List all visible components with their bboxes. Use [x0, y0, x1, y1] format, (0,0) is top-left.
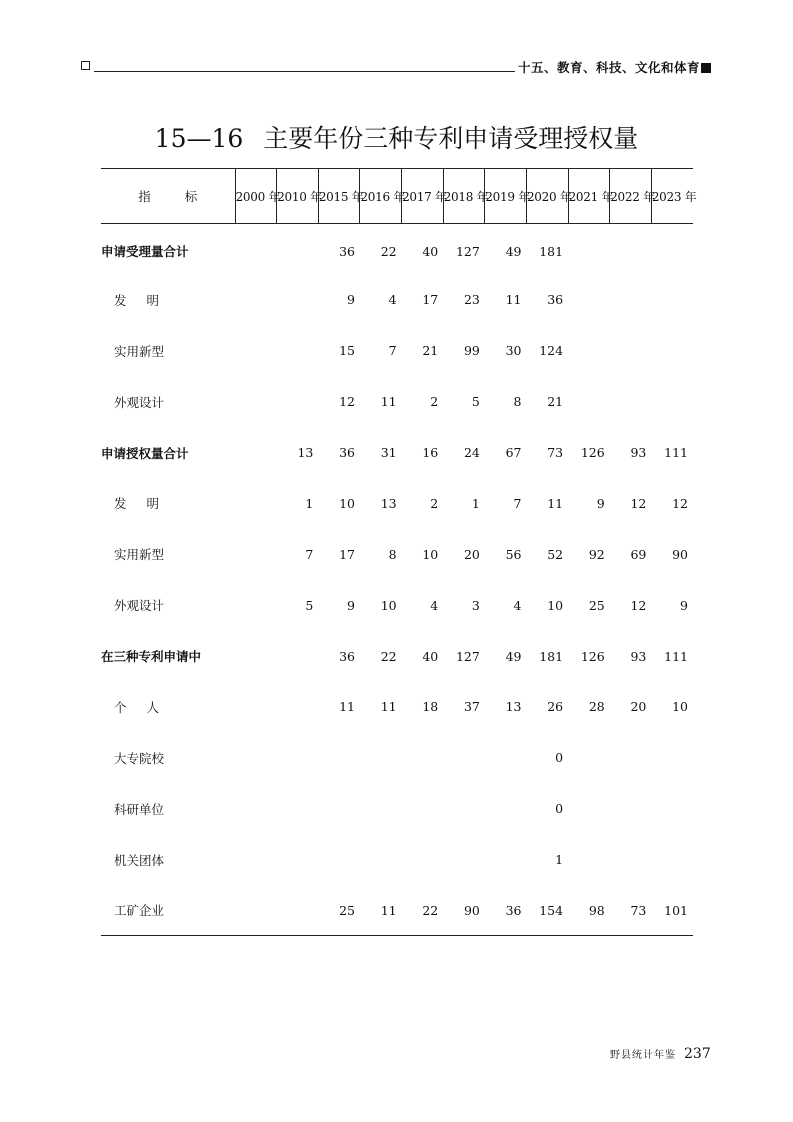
table-cell [568, 783, 610, 834]
table-cell: 18 [422, 699, 439, 715]
table-cell: 181 [539, 243, 564, 259]
table-cell: 49 [505, 243, 522, 259]
yearbook-name: 野县统计年鉴 [610, 1050, 676, 1061]
table-cell [568, 376, 610, 427]
table-cell: 21 [422, 343, 439, 359]
table-cell: 0 [555, 750, 564, 766]
table-cell: 12 [339, 394, 355, 410]
table-cell: 7 [513, 495, 522, 511]
table-cell: 93 [630, 648, 647, 664]
table-cell: 56 [505, 546, 522, 562]
table-cell: 12 [630, 597, 647, 613]
page-number: 237 [684, 1046, 711, 1062]
row-label: 工矿企业 [101, 885, 235, 936]
table-cell [277, 682, 319, 733]
table-cell: 26 [547, 699, 564, 715]
table-cell: 5 [305, 597, 314, 613]
table-cell: 40 [422, 648, 439, 664]
table-cell [318, 834, 360, 885]
table-cell: 24 [463, 445, 480, 460]
table-cell: 92 [588, 546, 605, 562]
table-cell: 22 [380, 243, 397, 259]
table-cell [651, 376, 693, 427]
table-cell: 127 [455, 243, 480, 259]
table-cell [235, 631, 277, 682]
table-row [101, 529, 693, 580]
row-label: 个 人 [114, 699, 160, 715]
table-cell [360, 732, 402, 783]
table-cell: 28 [588, 699, 605, 715]
row-label: 大专院校 [114, 750, 165, 766]
table-cell [277, 325, 319, 376]
table-header-row [101, 169, 693, 224]
table-cell: 17 [422, 292, 439, 308]
table-cell: 25 [318, 885, 360, 936]
table-cell: 52 [547, 546, 564, 562]
table-cell: 4 [388, 292, 397, 308]
table-cell: 37 [463, 699, 480, 715]
table-cell: 36 [547, 292, 564, 308]
table-cell: 20 [630, 699, 647, 715]
table-cell: 98 [568, 885, 610, 936]
table-cell [277, 885, 319, 936]
table-cell [651, 732, 693, 783]
table-cell [402, 783, 444, 834]
section-title: 十五、教育、科技、文化和体育 [518, 60, 701, 75]
table-row [101, 783, 693, 834]
row-label: 发 明 [114, 496, 160, 512]
page-footer [610, 1043, 711, 1062]
table-cell [277, 224, 319, 275]
table-cell [235, 732, 277, 783]
table-cell [485, 834, 527, 885]
table-cell [235, 682, 277, 733]
table-cell: 8 [388, 546, 397, 562]
table-cell: 9 [347, 597, 355, 613]
table-cell [443, 834, 485, 885]
table-cell: 90 [443, 885, 485, 936]
table-cell: 93 [630, 445, 647, 460]
header-square-outline [81, 61, 90, 70]
year-header: 2010 年 [277, 169, 319, 224]
table-cell: 12 [630, 495, 647, 511]
table-row [101, 224, 693, 275]
table-cell: 1 [555, 852, 564, 868]
table-cell: 2 [430, 394, 439, 410]
year-header: 2015 年 [318, 169, 360, 224]
table-cell: 12 [672, 495, 688, 511]
table-cell [610, 274, 652, 325]
table-cell: 15 [339, 343, 355, 359]
table-row [101, 682, 693, 733]
table-cell: 3 [471, 597, 480, 613]
table-cell: 36 [339, 648, 355, 664]
year-header: 2023 年 [651, 169, 693, 224]
table-cell: 11 [360, 885, 402, 936]
table-cell: 36 [485, 885, 527, 936]
table-cell [360, 783, 402, 834]
table-cell: 10 [422, 546, 439, 562]
page-title [0, 119, 793, 155]
table-cell [485, 732, 527, 783]
table-cell: 4 [430, 597, 439, 613]
table-cell: 8 [513, 394, 522, 410]
table-cell [568, 224, 610, 275]
year-header: 2017 年 [402, 169, 444, 224]
table-cell [235, 885, 277, 936]
table-title: 主要年份三种专利申请受理授权量 [263, 124, 639, 153]
table-cell: 30 [505, 343, 522, 359]
table-cell [568, 732, 610, 783]
year-header: 2018 年 [443, 169, 485, 224]
table-cell [360, 834, 402, 885]
table-cell: 36 [339, 243, 355, 259]
table-cell [277, 376, 319, 427]
table-row [101, 478, 693, 529]
table-cell [277, 732, 319, 783]
table-cell: 1 [471, 495, 480, 511]
table-cell: 10 [547, 597, 564, 613]
table-cell [443, 783, 485, 834]
table-cell [235, 834, 277, 885]
year-header: 2016 年 [360, 169, 402, 224]
table-cell: 13 [380, 495, 397, 511]
patent-table [101, 168, 697, 936]
row-label: 外观设计 [114, 598, 165, 614]
table-cell: 11 [380, 699, 397, 715]
table-cell: 17 [339, 546, 355, 562]
table-cell [235, 224, 277, 275]
table-cell: 13 [297, 445, 314, 460]
table-cell [277, 631, 319, 682]
table-row [101, 834, 693, 885]
table-cell [610, 376, 652, 427]
table-cell [610, 732, 652, 783]
table-cell: 31 [380, 445, 397, 460]
table-body [101, 224, 693, 936]
table-cell [277, 274, 319, 325]
table-cell: 9 [347, 292, 355, 308]
table-cell [318, 732, 360, 783]
table-cell [235, 427, 277, 478]
table-cell [610, 783, 652, 834]
table-cell [568, 274, 610, 325]
row-label: 实用新型 [114, 343, 165, 359]
year-header: 2022 年 [610, 169, 652, 224]
header-square-filled [701, 63, 711, 73]
table-cell [235, 478, 277, 529]
table-cell [610, 224, 652, 275]
table-number: 15—16 [154, 124, 244, 153]
table-cell: 16 [422, 445, 439, 460]
table-cell [402, 732, 444, 783]
table-cell [277, 783, 319, 834]
table-cell: 20 [463, 546, 480, 562]
table-cell: 111 [664, 648, 688, 664]
table-cell [235, 529, 277, 580]
table-cell: 11 [380, 394, 397, 410]
table-cell: 22 [402, 885, 444, 936]
row-label: 科研单位 [114, 801, 165, 817]
table-cell [651, 834, 693, 885]
table-row [101, 427, 693, 478]
row-label: 申请受理量合计 [101, 244, 189, 260]
table-cell: 11 [339, 699, 355, 715]
header-rule [94, 71, 515, 72]
year-header: 2021 年 [568, 169, 610, 224]
section-header [518, 58, 711, 76]
table-row [101, 325, 693, 376]
table-cell [485, 783, 527, 834]
row-label: 在三种专利申请中 [101, 649, 202, 665]
table-cell [651, 224, 693, 275]
table-cell [235, 376, 277, 427]
table-cell: 13 [505, 699, 522, 715]
indicator-header: 指 标 [101, 169, 235, 224]
table-cell: 5 [471, 394, 480, 410]
table-cell: 1 [305, 495, 314, 511]
table-cell: 21 [547, 394, 564, 410]
table-cell: 10 [672, 699, 688, 715]
table-cell: 124 [539, 343, 564, 359]
table-cell: 11 [547, 495, 564, 511]
table-cell: 7 [305, 546, 314, 562]
table-cell: 69 [630, 546, 647, 562]
table-cell: 126 [580, 648, 605, 664]
table-cell [318, 783, 360, 834]
table-cell [610, 325, 652, 376]
row-label: 实用新型 [114, 547, 165, 563]
table-cell: 25 [588, 597, 605, 613]
table-cell: 99 [463, 343, 480, 359]
table-cell: 90 [672, 546, 688, 562]
table-cell [651, 783, 693, 834]
table-cell: 23 [463, 292, 480, 308]
table-cell: 154 [526, 885, 568, 936]
table-cell: 127 [455, 648, 480, 664]
table-cell: 4 [513, 597, 522, 613]
row-label: 外观设计 [114, 394, 165, 410]
table-cell: 22 [380, 648, 397, 664]
table-cell: 0 [555, 801, 564, 817]
row-label: 发 明 [114, 292, 160, 308]
table-cell: 49 [505, 648, 522, 664]
table-cell [235, 274, 277, 325]
table-cell: 40 [422, 243, 439, 259]
table-cell [235, 783, 277, 834]
year-header: 2000 年 [235, 169, 277, 224]
table-cell [402, 834, 444, 885]
table-cell: 2 [430, 495, 439, 511]
table-cell [277, 834, 319, 885]
table-cell: 73 [547, 445, 564, 460]
table-cell: 9 [596, 495, 605, 511]
table-cell: 9 [680, 597, 688, 613]
row-label: 机关团体 [114, 852, 165, 868]
table-row [101, 274, 693, 325]
table-cell [610, 834, 652, 885]
table-cell: 111 [664, 445, 688, 460]
year-header: 2020 年 [526, 169, 568, 224]
row-label: 申请授权量合计 [101, 445, 189, 461]
table-cell: 7 [388, 343, 397, 359]
table-row [101, 376, 693, 427]
table-cell [443, 732, 485, 783]
table-cell [651, 274, 693, 325]
table-row [101, 631, 693, 682]
table-cell: 11 [505, 292, 522, 308]
table-cell: 126 [580, 445, 605, 460]
table-cell [235, 580, 277, 631]
table-cell [568, 834, 610, 885]
table-cell: 67 [505, 445, 522, 460]
table-cell [568, 325, 610, 376]
table-row [101, 885, 693, 936]
table-cell: 36 [339, 445, 355, 460]
table-cell: 73 [610, 885, 652, 936]
table-cell [235, 325, 277, 376]
table-cell: 10 [380, 597, 397, 613]
table-row [101, 732, 693, 783]
table-cell: 101 [651, 885, 693, 936]
table-cell [651, 325, 693, 376]
year-header: 2019 年 [485, 169, 527, 224]
table-cell: 10 [339, 495, 355, 511]
table-cell: 181 [539, 648, 564, 664]
table-row [101, 580, 693, 631]
